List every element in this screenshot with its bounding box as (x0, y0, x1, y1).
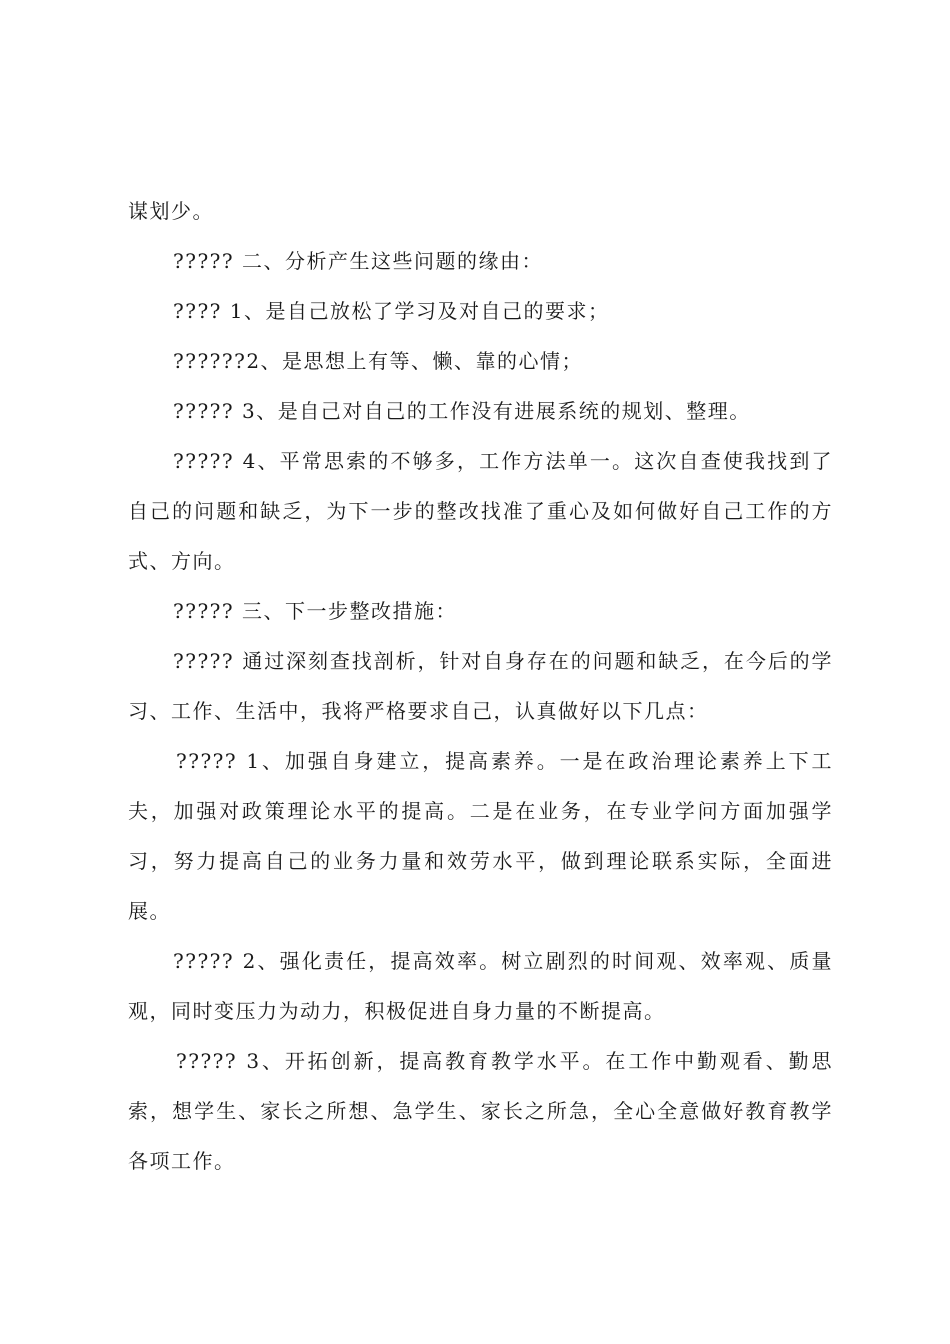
measure-item-3: ????? 3、开拓创新，提高教育教学水平。在工作中勤观看、勤思索，想学生、家长之所想、急学生、家长之所急，全心全意做好教育教学各项工作。 (128, 1049, 833, 1173)
cause-item-4: ????? 4、平常思索的不够多，工作方法单一。这次自查使我找到了自己的问题和缺乏，为下一步的整改找准了重心及如何做好自己工作的方式、方向。 (128, 449, 833, 573)
document-body (128, 186, 833, 1186)
measure-item-2: ????? 2、强化责任，提高效率。树立剧烈的时间观、效率观、质量观，同时变压力为动力，积极促进自身力量的不断提高。 (128, 949, 833, 1023)
measure-item-1: ????? 1、加强自身建立，提高素养。一是在政治理论素养上下工夫，加强对政策理论水平的提高。二是在业务，在专业学问方面加强学习，努力提高自己的业务力量和效劳水平，做到理论联系实际，全面进展。 (128, 749, 833, 923)
section-heading-causes: ????? 二、分析产生这些问题的缘由： (173, 249, 543, 273)
paragraph-continuation: 谋划少。 (128, 199, 214, 223)
cause-item-3: ????? 3、是自己对自己的工作没有进展系统的规划、整理。 (173, 399, 751, 423)
section-heading-measures: ????? 三、下一步整改措施： (173, 599, 457, 623)
cause-item-2: ??????2、是思想上有等、懒、靠的心情； (173, 349, 584, 373)
cause-item-1: ???? 1、是自己放松了学习及对自己的要求； (173, 299, 610, 323)
measures-intro: ????? 通过深刻查找剖析，针对自身存在的问题和缺乏，在今后的学习、工作、生活中，我将严格要求自己，认真做好以下几点： (128, 649, 833, 723)
